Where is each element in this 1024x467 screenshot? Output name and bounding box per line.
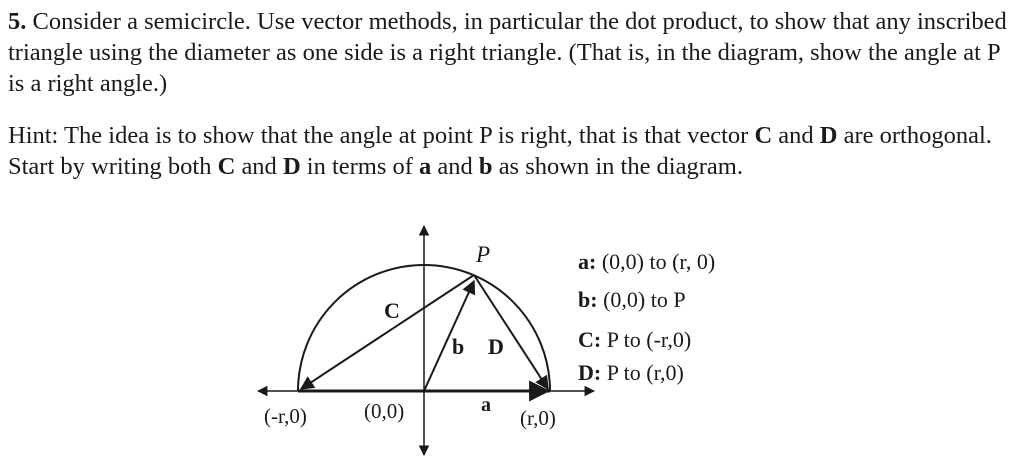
label-origin: (0,0) [364,399,405,423]
legend-desc-d: P to (r,0) [606,360,684,385]
problem-number: 5. [8,8,27,35]
hint-vector-c-2: C [217,153,236,180]
label-d: D [488,334,504,359]
label-pos-r: (r,0) [520,406,556,430]
legend-name-d: D: [578,360,602,385]
hint-text-3: are orthogonal. Start by writing both [8,122,992,180]
label-b: b [452,334,465,359]
legend-item-d [578,359,684,387]
legend-name-a: a: [578,249,597,274]
hint-vector-b: b [478,153,493,180]
legend-item-b [578,286,686,314]
vector-b [424,281,474,391]
legend-desc-b: (0,0) to P [603,287,686,312]
legend-item-a [578,248,715,276]
hint-vector-c: C [754,122,773,149]
label-neg-r: (-r,0) [264,404,307,428]
hint-text-4: and [235,153,283,180]
legend-name-b: b: [578,287,598,312]
label-p: P [476,242,491,267]
hint-text-5: in terms of [300,153,420,180]
legend-desc-c: P to (-r,0) [606,327,692,352]
legend-name-c: C: [578,327,602,352]
vector-c [301,275,474,389]
label-a: a [481,394,491,416]
hint-text-6: and [431,153,479,180]
label-c: C [384,298,400,323]
hint-text-2: and [772,122,820,149]
vector-d [474,275,548,389]
hint-text-1: Hint: The idea is to show that the angle at point P is right, that is that vector [8,122,755,149]
hint-vector-d: D [819,122,838,149]
problem-text: Consider a semicircle. Use vector methods, in particular the dot product, to show that any inscribed triangle using the diameter as one side is a right triangle. (That is, in the diagram, show the angle at P is a right angle.) [8,8,1007,97]
hint-vector-d-2: D [282,153,301,180]
hint-text-7: as shown in the diagram. [492,153,743,180]
legend-desc-a: (0,0) to (r, 0) [601,249,716,274]
legend-item-c [578,326,691,354]
hint-vector-a: a [419,153,432,180]
